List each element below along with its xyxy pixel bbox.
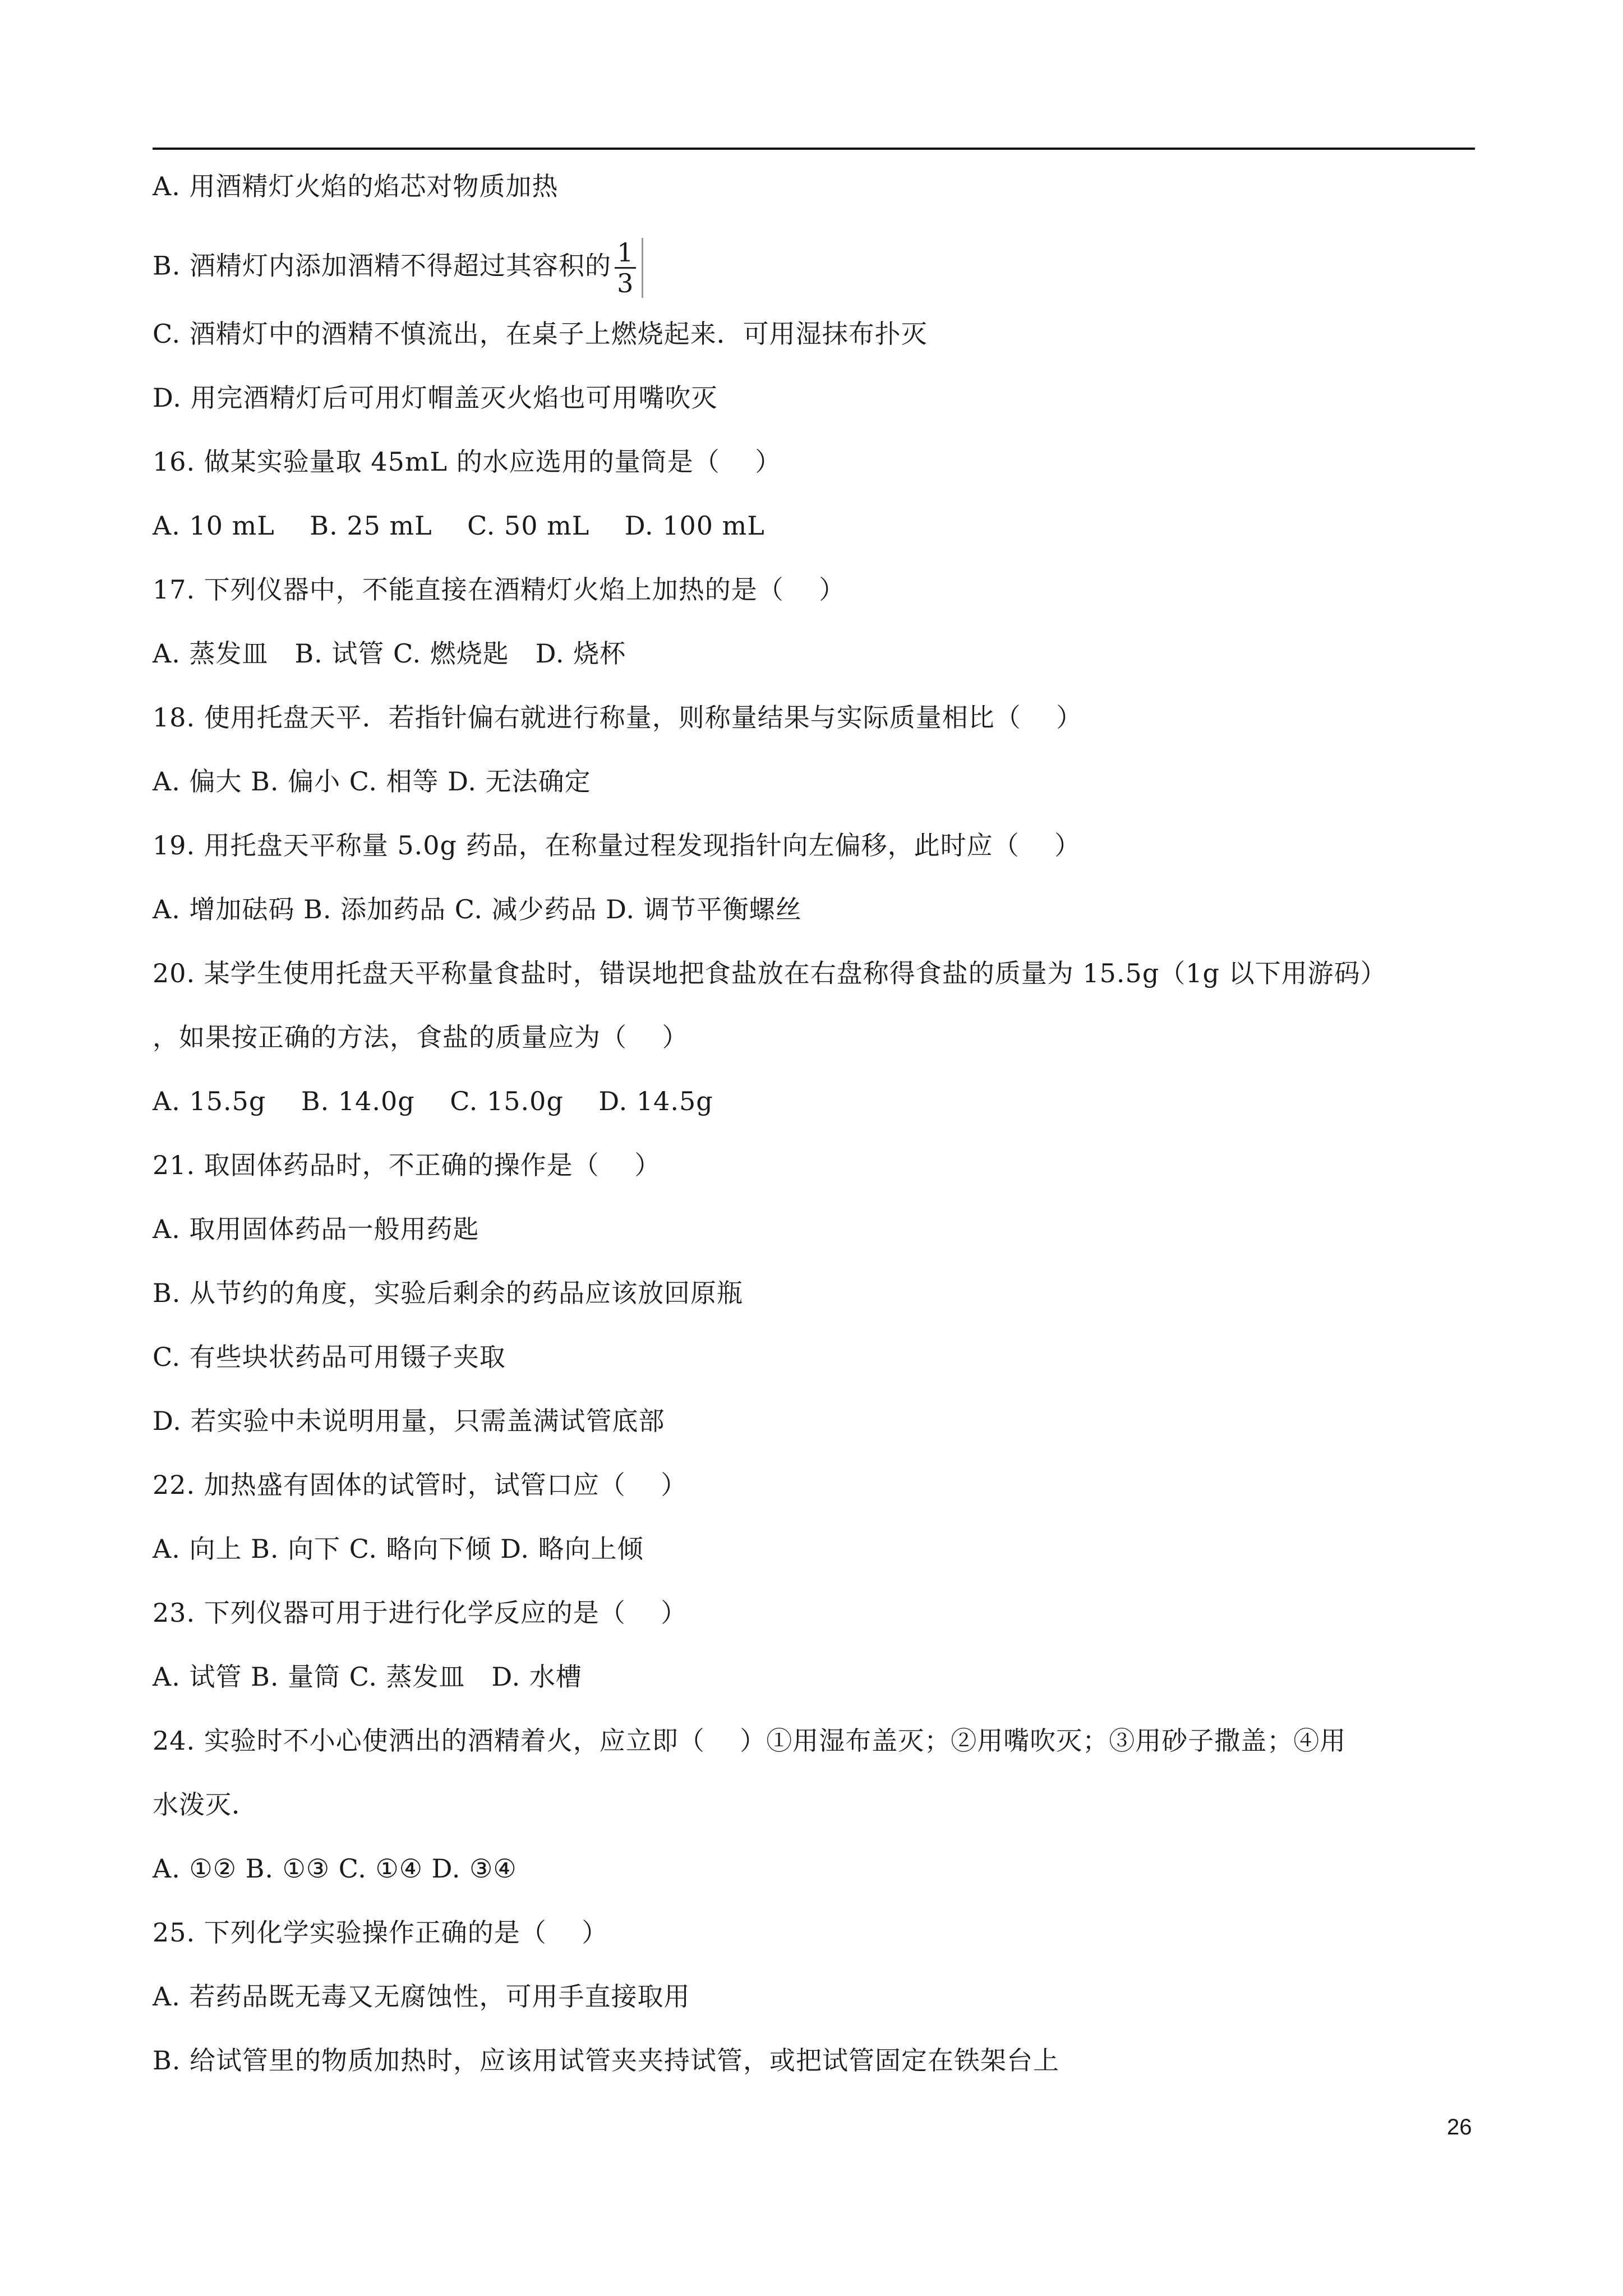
option-15c: C. 酒精灯中的酒精不慎流出，在桌子上燃烧起来．可用湿抹布扑灭: [153, 319, 928, 349]
question-21: 21. 取固体药品时，不正确的操作是（ ）: [153, 1150, 661, 1180]
option-15a: A. 用酒精灯火焰的焰芯对物质加热: [153, 171, 559, 201]
option-15d: D. 用完酒精灯后可用灯帽盖灭火焰也可用嘴吹灭: [153, 383, 718, 413]
options-19: A. 增加砝码 B. 添加药品 C. 减少药品 D. 调节平衡螺丝: [153, 894, 802, 924]
question-17: 17. 下列仪器中，不能直接在酒精灯火焰上加热的是（ ）: [153, 574, 846, 605]
question-16: 16. 做某实验量取 45mL 的水应选用的量筒是（ ）: [153, 447, 782, 477]
header-rule: [153, 148, 1475, 150]
options-22: A. 向上 B. 向下 C. 略向下倾 D. 略向上倾: [153, 1534, 644, 1564]
options-23: A. 试管 B. 量筒 C. 蒸发皿 D. 水槽: [153, 1662, 582, 1692]
page-number: 26: [1447, 2115, 1472, 2139]
option-25a: A. 若药品既无毒又无腐蚀性，可用手直接取用: [153, 1981, 690, 2012]
question-20: 20. 某学生使用托盘天平称量食盐时，错误地把食盐放在右盘称得食盐的质量为 15.5g（1g 以下用游码）: [153, 958, 1387, 988]
option-21b: B. 从节约的角度，实验后剩余的药品应该放回原瓶: [153, 1278, 744, 1308]
option-15b: [153, 238, 643, 298]
options-18: A. 偏大 B. 偏小 C. 相等 D. 无法确定: [153, 766, 591, 797]
option-25b: B. 给试管里的物质加热时，应该用试管夹夹持试管，或把试管固定在铁架台上: [153, 2045, 1060, 2076]
question-22: 22. 加热盛有固体的试管时，试管口应（ ）: [153, 1470, 688, 1500]
question-25: 25. 下列化学实验操作正确的是（ ）: [153, 1917, 608, 1948]
question-23: 23. 下列仪器可用于进行化学反应的是（ ）: [153, 1598, 688, 1628]
option-21c: C. 有些块状药品可用镊子夹取: [153, 1342, 506, 1372]
options-20: A. 15.5g B. 14.0g C. 15.0g D. 14.5g: [153, 1086, 713, 1116]
option-21d: D. 若实验中未说明用量，只需盖满试管底部: [153, 1406, 665, 1436]
options-16: A. 10 mL B. 25 mL C. 50 mL D. 100 mL: [153, 510, 765, 541]
question-18: 18. 使用托盘天平．若指针偏右就进行称量，则称量结果与实际质量相比（ ）: [153, 702, 1083, 733]
option-15b-text: B. 酒精灯内添加酒精不得超过其容积的: [153, 250, 612, 281]
option-21a: A. 取用固体药品一般用药匙: [153, 1214, 479, 1244]
fraction-denominator: 3: [617, 268, 634, 298]
question-24: 24. 实验时不小心使洒出的酒精着火，应立即（ ）①用湿布盖灭；②用嘴吹灭；③用砂子撒盖；④用: [153, 1726, 1347, 1756]
question-19: 19. 用托盘天平称量 5.0g 药品，在称量过程发现指针向左偏移，此时应（ ）: [153, 830, 1081, 861]
fraction-one-third: [615, 238, 643, 298]
fraction-numerator: 1: [615, 238, 636, 269]
question-24-cont: 水泼灭．: [153, 1789, 258, 1820]
options-17: A. 蒸发皿 B. 试管 C. 燃烧匙 D. 烧杯: [153, 638, 626, 669]
options-24: A. ①② B. ①③ C. ①④ D. ③④: [153, 1853, 517, 1884]
question-20-cont: ，如果按正确的方法，食盐的质量应为（ ）: [153, 1022, 689, 1052]
